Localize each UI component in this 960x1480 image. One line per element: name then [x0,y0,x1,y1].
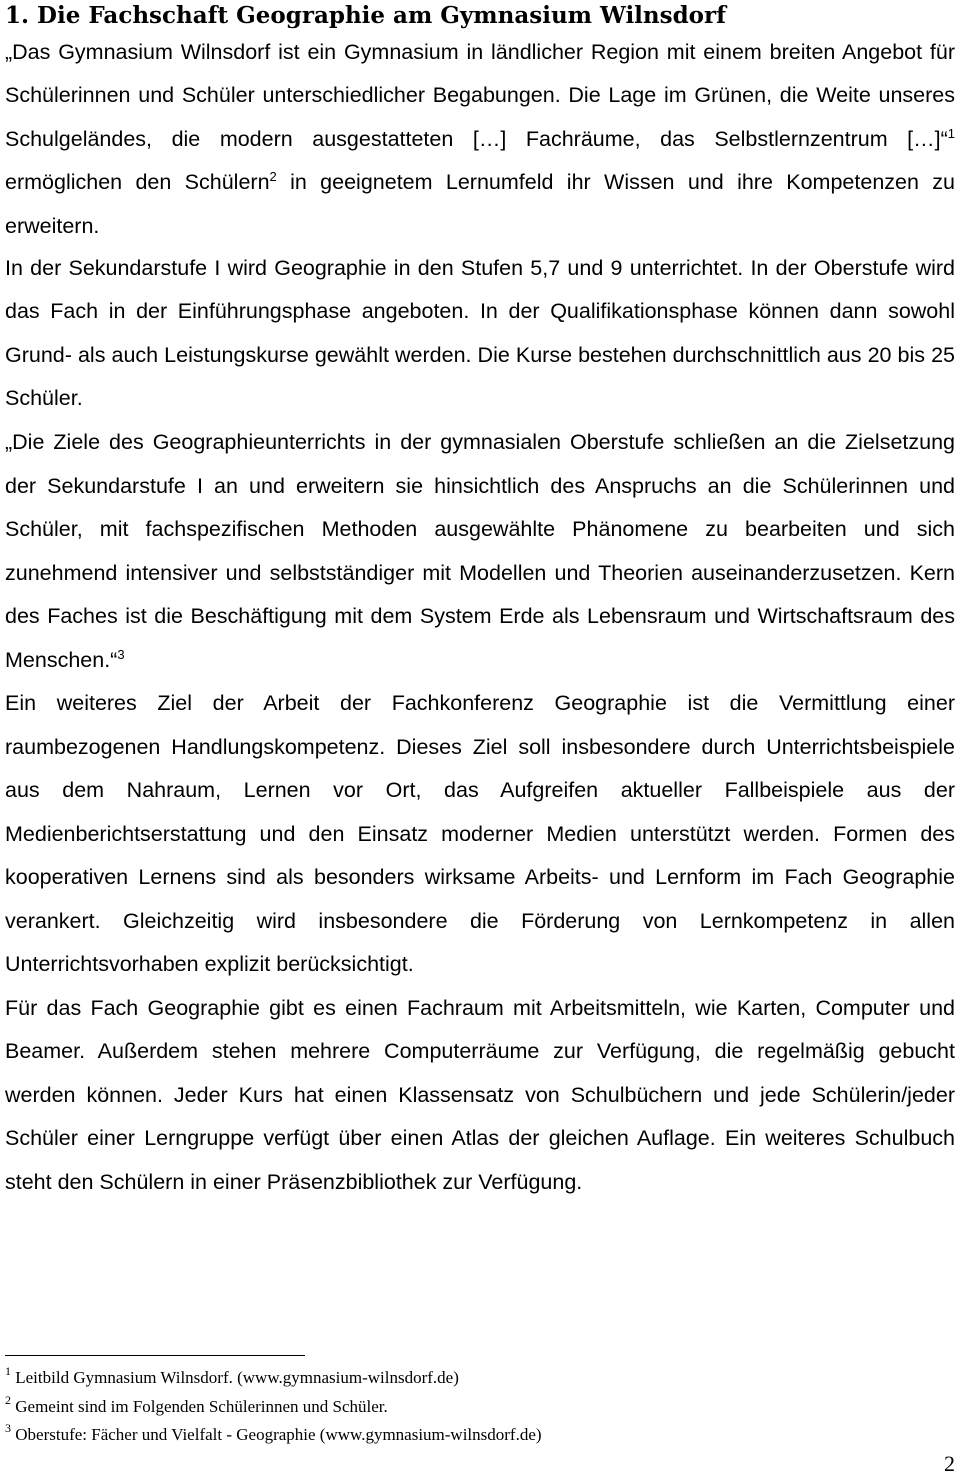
intro-quote: „Das Gymnasium Wilnsdorf ist ein Gymnasium in ländlicher Region mit einem breiten Angebot für Schülerinnen und Schüler unterschiedlicher Begabungen. Die Lage im Grünen, die Weite unseres Schulgeländes, die modern ausgestatteten […] Fachräume, das Selbstlernzentrum […]“ [5,40,955,151]
footnote-ref-2[interactable]: 2 [269,169,277,185]
stufen-text: In der Sekundarstufe I wird Geographie in den Stufen 5,7 und 9 unterrichtet. In der Oberstufe wird das Fach in der Einführungsphase angeboten. In der Qualifikationsphase können dann sowohl Grund- als auch Leistungskurse gewählt werden. Die Kurse bestehen durchschnittlich aus 20 bis 25 Schüler. [5,256,955,410]
intro-text-end: in geeignetem Lernumfeld ihr Wissen und ihre Kompetenzen zu erweitern. [5,170,955,238]
footnote-text: Gemeint sind im Folgenden Schülerinnen und Schüler. [15,1396,388,1416]
footnote-text: Oberstufe: Fächer und Vielfalt - Geographie (www.gymnasium-wilnsdorf.de) [15,1425,542,1444]
handlungskompetenz-paragraph: Ein weiteres Ziel der Arbeit der Fachkonferenz Geographie ist die Vermittlung einer raumbezogenen Handlungskompetenz. Dieses Ziel soll insbesondere durch Unterrichtsbeispiele aus dem Nahraum, Lernen vor Ort, das Aufgreifen aktueller Fallbeispiele aus der Medienberichtserstattung und den Einsatz moderner Medien unterstützt werden. Formen des kooperativen Lernens sind als besonders wirksame Arbeits- und Lernform im Fach Geographie verankert. Gleichzeitig wird insbesondere die Förderung von Lernkompetenz in allen Unterrichtsvorhaben explizit berücksichtigt. [5,691,955,976]
footnote-separator [5,1355,305,1356]
footnote-text: Leitbild Gymnasium Wilnsdorf. (www.gymnasium-wilnsdorf.de) [15,1368,459,1387]
intro-paragraph [5,31,955,248]
document-page [5,0,955,1480]
footnote-number: 1 [5,1364,11,1378]
footnote-1 [5,1364,955,1393]
stufen-paragraph [5,247,955,420]
page-number: 2 [944,1451,955,1476]
footnote-2 [5,1393,955,1422]
footnote-ref-1[interactable]: 1 [947,125,955,141]
ziele-quote: „Die Ziele des Geographieunterrichts in der gymnasialen Oberstufe schließen an die Zielsetzung der Sekundarstufe I an und erweitern sie hinsichtlich des Anspruchs an die Schülerinnen und Schüler, mit fachspezifischen Methoden ausgewählte Phänomene zu bearbeiten und sich zunehmend intensiver und selbstständiger mit Modellen und Theorien auseinanderzusetzen. Kern des Faches ist die Beschäftigung mit dem System Erde als Lebensraum und Wirtschaftsraum des Menschen.“ [5,430,955,672]
footnote-3 [5,1421,955,1450]
main-text-block [5,421,955,1204]
footnotes [5,1364,955,1450]
ausstattung-paragraph: Für das Fach Geographie gibt es einen Fachraum mit Arbeitsmitteln, wie Karten, Computer und Beamer. Außerdem stehen mehrere Computerräume zur Verfügung, die regelmäßig gebucht werden können. Jeder Kurs hat einen Klassensatz von Schulbüchern und jede Schülerin/jeder Schüler einer Lerngruppe verfügt über einen Atlas der gleichen Auflage. Ein weiteres Schulbuch steht den Schülern in einer Präsenzbibliothek zur Verfügung. [5,995,955,1194]
footnote-ref-3[interactable]: 3 [117,646,125,662]
ziele-paragraph [5,421,955,682]
intro-text: ermöglichen den Schülern [5,170,270,195]
section-heading: 1. Die Fachschaft Geographie am Gymnasium Wilnsdorf [5,2,727,29]
footnote-number: 2 [5,1392,11,1407]
footnote-number: 3 [5,1421,11,1435]
